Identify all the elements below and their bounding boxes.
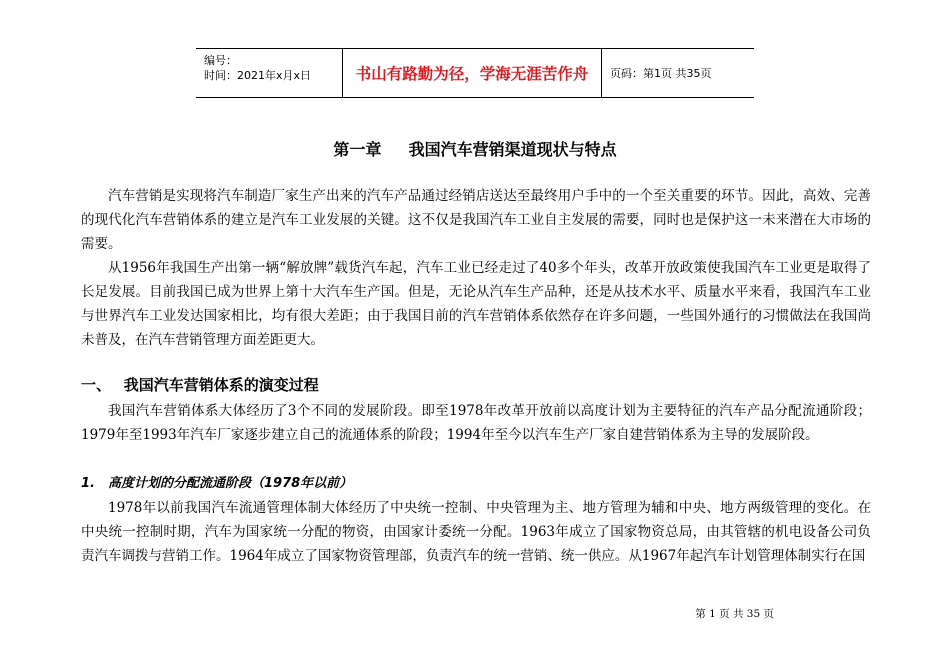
motto: 书山有路勤为径，学海无涯苦作舟	[342, 49, 602, 97]
intro-body	[81, 184, 871, 352]
page-info: 页码：第1页 共35页	[610, 67, 712, 80]
subsection-paragraph: 1978年以前我国汽车流通管理体制大体经历了中央统一控制、中央管理为主、地方管理为辅和中央、地方两级管理的变化。在中央统一控制时期，汽车为国家统一分配的物资，由国家计委统一分配。1963年成立了国家物资总局，由其管辖的机电设备公司负责汽车调拨与营销工作。1964年成立了国家物资管理部，负责汽车的统一营销、统一供应。从1967年起汽车计划管理体制实行在国	[81, 500, 871, 564]
header-meta	[196, 49, 342, 97]
number-label: 编号：	[204, 54, 237, 67]
section-paragraph: 我国汽车营销体系大体经历了3个不同的发展阶段。即至1978年改革开放前以高度计划为主要特征的汽车产品分配流通阶段；1979年至1993年汽车厂家逐步建立自己的流通体系的阶段；1994年至今以汽车生产厂家自建营销体系为主导的发展阶段。	[81, 403, 871, 443]
document-header	[196, 48, 754, 98]
page-footer: 第 1 页 共 35 页	[695, 608, 774, 620]
intro-paragraph-1: 汽车营销是实现将汽车制造厂家生产出来的汽车产品通过经销店送达至最终用户手中的一个至关重要的环节。因此，高效、完善的现代化汽车营销体系的建立是汽车工业发展的关键。这不仅是我国汽车工业自主发展的需要，同时也是保护这一未来潜在大市场的需要。	[81, 188, 871, 252]
intro-paragraph-2: 从1956年我国生产出第一辆“解放牌”载货汽车起，汽车工业已经走过了40多个年头，改革开放政策使我国汽车工业更是取得了长足发展。目前我国已成为世界上第十大汽车生产国。但是，无论从汽车生产品种，还是从技术水平、质量水平来看，我国汽车工业与世界汽车工业发达国家相比，均有很大差距；由于我国目前的汽车营销体系依然存在许多问题，一些国外通行的习惯做法在我国尚未普及，在汽车营销管理方面差距更大。	[81, 260, 871, 348]
section-body	[81, 399, 871, 447]
chapter-title: 第一章 我国汽车营销渠道现状与特点	[333, 140, 617, 159]
subsection-heading: 1. 高度计划的分配流通阶段（1978年以前）	[81, 476, 353, 491]
section-heading: 一、 我国汽车营销体系的演变过程	[81, 376, 319, 394]
time-label: 时间：2021年x月x日	[204, 69, 312, 82]
subsection-body	[81, 496, 871, 568]
